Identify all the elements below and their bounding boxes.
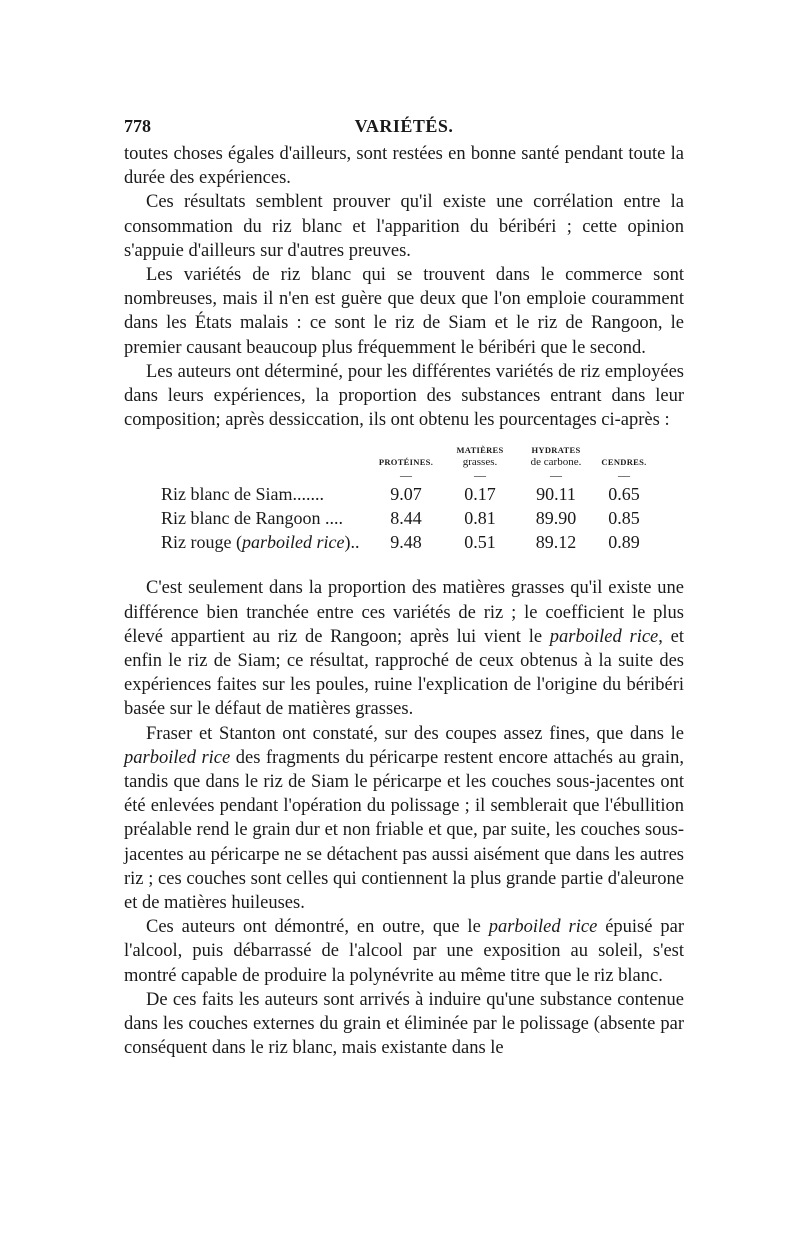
table-row [161,482,653,506]
table-row [161,530,653,554]
cell-hydrates: 90.11 [536,484,576,505]
dash: — [618,468,630,483]
table-row [161,506,653,530]
cell-proteines: 9.07 [390,484,422,505]
cell-hydrates: 89.12 [535,532,577,553]
paragraph-2: Ces résultats semblent prouver qu'il existe une corrélation entre la consommation du riz blanc et l'apparition du béribéri ; cette opinion s'appuie d'ailleurs sur d'autres preuves. [124,192,684,261]
header-dash-row [161,468,653,482]
paragraph-7: Ces auteurs ont démontré, en outre, que le parboiled rice épuisé par l'alcool, puis débarrassé de l'alcool par une exposition au soleil, s'est montré capable de produire la polynévrite au même titre que le riz blanc. [124,917,684,986]
page-header [124,112,684,142]
cell-proteines: 8.44 [390,508,422,529]
page-number: 778 [124,116,151,136]
row-label: Riz blanc de Rangoon .... [161,508,343,529]
running-title: VARIÉTÉS. [354,116,454,136]
cell-matieres: 0.81 [464,508,496,529]
cell-matieres: 0.51 [464,532,496,553]
header-matieres-grasses: MATIÈRES grasses. [456,445,504,469]
row-label: Riz rouge (parboiled rice).. [161,532,360,553]
table-header-label [161,444,369,468]
composition-table [161,444,653,554]
header-proteines: PROTÉINES. [378,457,434,468]
dash: — [400,468,412,483]
paragraph-8: De ces faits les auteurs sont arrivés à induire qu'une substance contenue dans les couches externes du grain et éliminée par le polissage (absente par conséquent dans le riz blanc, mais existante dans le [124,989,684,1059]
dash: — [550,468,562,483]
paragraph-1: toutes choses égales d'ailleurs, sont restées en bonne santé pendant toute la durée des expériences. [124,144,684,189]
paragraph-5: C'est seulement dans la proportion des matières grasses qu'il existe une différence bien tranchée entre ces variétés de riz ; le coefficient le plus élevé appartient au riz de Rangoon; après lui vient le parboiled rice, et enfin le riz de Siam; ce résultat, rapproché de ceux obtenus à la suite des expériences faites sur les poules, ruine l'explication de l'origine du béribéri basée sur le défaut de matières grasses. [124,578,684,720]
cell-cendres: 0.89 [608,532,640,553]
paragraph-4: Les auteurs ont déterminé, pour les différentes variétés de riz employées dans leurs expériences, la proportion des substances entrant dans leur composition; après dessiccation, ils ont obtenu les pourcentages ci-après : [124,361,684,431]
cell-matieres: 0.17 [464,484,496,505]
paragraph-6: Fraser et Stanton ont constaté, sur des coupes assez fines, que dans le parboiled rice des fragments du péricarpe restent encore attachés au grain, tandis que dans le riz de Siam le péricarpe et les couches sous-jacentes ont été enlevées pendant l'opération du polissage ; il semblerait que l'ébullition préalable rend le grain dur et non friable et que, par suite, les couches sous-jacentes au péricarpe ne se détachent pas aussi aisément que dans les autres riz ; ces couches sont celles qui contiennent la plus grande partie d'aleurone et de matières huileuses. [124,723,685,914]
paragraph-3: Les variétés de riz blanc qui se trouvent dans le commerce sont nombreuses, mais il n'en est guère que deux que l'on emploie couramment dans les États malais : ce sont le riz de Siam et le riz de Rangoon, le premier causant beaucoup plus fréquemment le béribéri que le second. [124,265,684,358]
row-label: Riz blanc de Siam....... [161,484,324,505]
page [124,112,684,1061]
cell-proteines: 9.48 [390,532,422,553]
cell-hydrates: 89.90 [535,508,577,529]
cell-cendres: 0.65 [608,484,640,505]
cell-cendres: 0.85 [608,508,640,529]
header-cendres: CENDRES. [601,457,647,468]
dash: — [474,468,486,483]
header-hydrates-carbone: HYDRATES de carbone. [530,445,582,469]
